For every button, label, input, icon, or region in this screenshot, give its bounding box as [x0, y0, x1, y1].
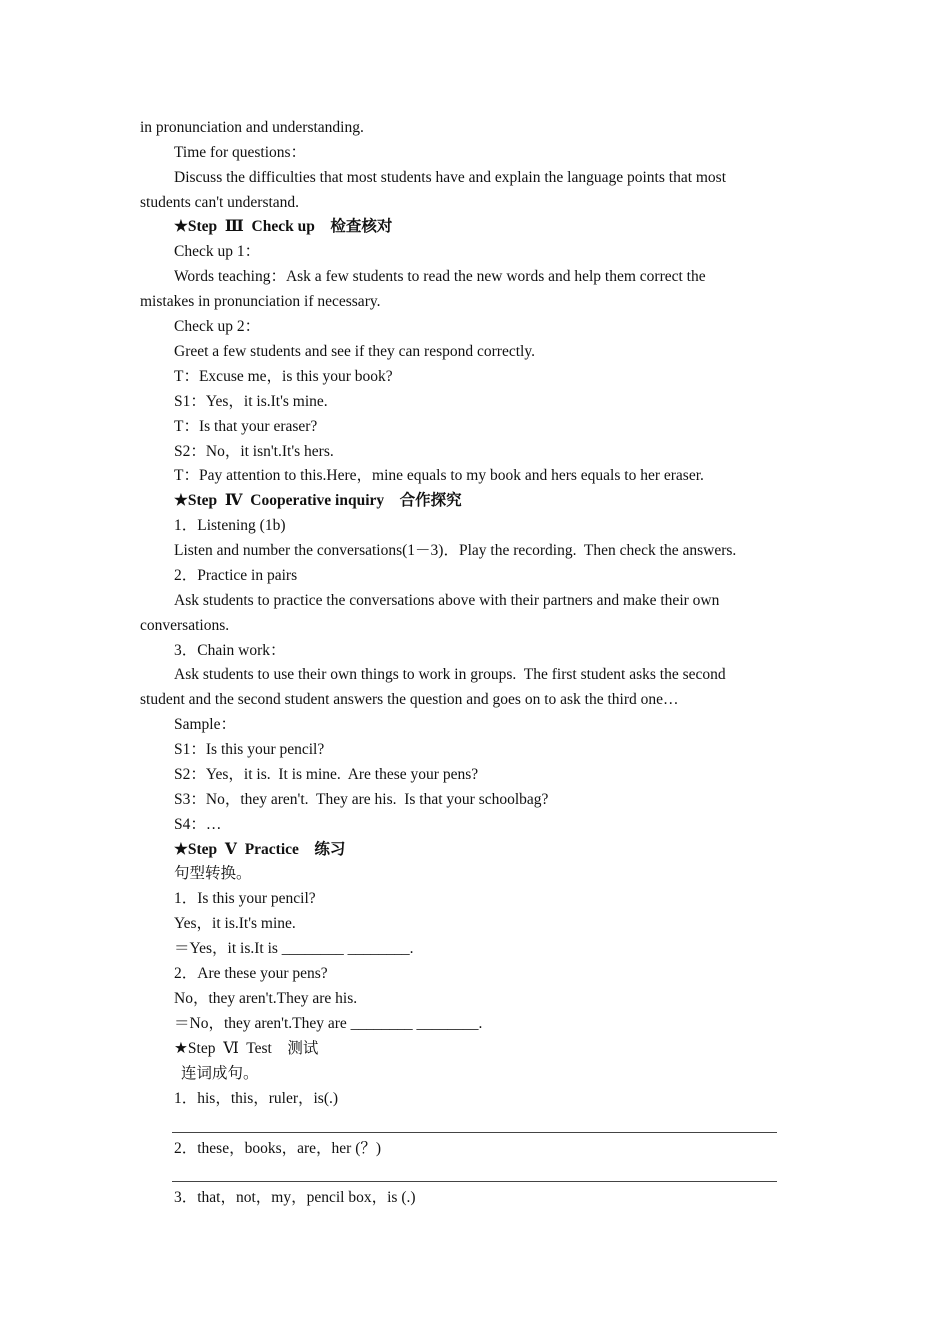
text-line: Check up 2： — [174, 318, 261, 335]
exercise-line: Yes，it is.It's mine. — [174, 915, 296, 932]
text-line: Time for questions： — [174, 144, 307, 161]
text-line: in pronunciation and understanding. — [140, 119, 364, 136]
dialogue-line: S2：No，it isn't.It's hers. — [174, 443, 334, 460]
exercise-line: 2．these，books，are，her (？) — [174, 1140, 382, 1157]
text-line: 句型转换。 — [174, 865, 252, 882]
text-line: Discuss the difficulties that most students have and explain the language points that most — [174, 169, 727, 186]
dialogue-line: T：Excuse me，is this your book? — [174, 368, 393, 385]
dialogue-line: T：Pay attention to this.Here，mine equals to my book and hers equals to her eraser. — [174, 467, 704, 484]
exercise-line: 2．Are these your pens? — [174, 965, 328, 982]
exercise-line: 3．that，not，my，pencil box，is (.) — [174, 1189, 416, 1206]
exercise-line: 1．Is this your pencil? — [174, 890, 316, 907]
exercise-line: ＝Yes，it is.It is ________ ________. — [174, 940, 414, 957]
answer-line — [172, 1132, 777, 1133]
step-5-heading: ★Step Ⅴ Practice 练习 — [174, 841, 346, 858]
text-line: students can't understand. — [140, 194, 300, 211]
text-line: student and the second student answers the question and goes on to ask the third one… — [140, 691, 679, 708]
dialogue-line: S4：… — [174, 816, 222, 833]
answer-line — [172, 1181, 777, 1182]
dialogue-line: S3：No，they aren't. They are his. Is that your schoolbag? — [174, 791, 549, 808]
dialogue-line: S2：Yes，it is. It is mine. Are these your pens? — [174, 766, 479, 783]
text-line: 1．Listening (1b) — [174, 517, 286, 534]
text-line: Words teaching：Ask a few students to read the new words and help them correct the — [174, 268, 706, 285]
text-line: 2．Practice in pairs — [174, 567, 298, 584]
text-line: Check up 1： — [174, 243, 261, 260]
text-line: Greet a few students and see if they can respond correctly. — [174, 343, 535, 360]
text-line: 3．Chain work： — [174, 642, 286, 659]
text-line: Ask students to use their own things to work in groups. The first student asks the second — [174, 666, 726, 683]
exercise-line: 1．his，this，ruler，is(.) — [174, 1090, 339, 1107]
dialogue-line: S1：Yes，it is.It's mine. — [174, 393, 328, 410]
dialogue-line: T：Is that your eraser? — [174, 418, 318, 435]
text-line: conversations. — [140, 617, 230, 634]
text-line: Listen and number the conversations(1－3)．Play the recording. Then check the answers. — [174, 542, 737, 559]
text-line: mistakes in pronunciation if necessary. — [140, 293, 381, 310]
step-3-heading: ★Step Ⅲ Check up 检查核对 — [174, 218, 393, 235]
text-line: Ask students to practice the conversations above with their partners and make their own — [174, 592, 720, 609]
step-4-heading: ★Step Ⅳ Cooperative inquiry 合作探究 — [174, 492, 462, 509]
dialogue-line: S1：Is this your pencil? — [174, 741, 325, 758]
step-6-heading: ★Step Ⅵ Test 测试 — [174, 1040, 319, 1057]
exercise-line: No，they aren't.They are his. — [174, 990, 358, 1007]
text-line: 连词成句。 — [181, 1065, 259, 1082]
exercise-line: ＝No，they aren't.They are ________ ________. — [174, 1015, 483, 1032]
text-line: Sample： — [174, 716, 236, 733]
